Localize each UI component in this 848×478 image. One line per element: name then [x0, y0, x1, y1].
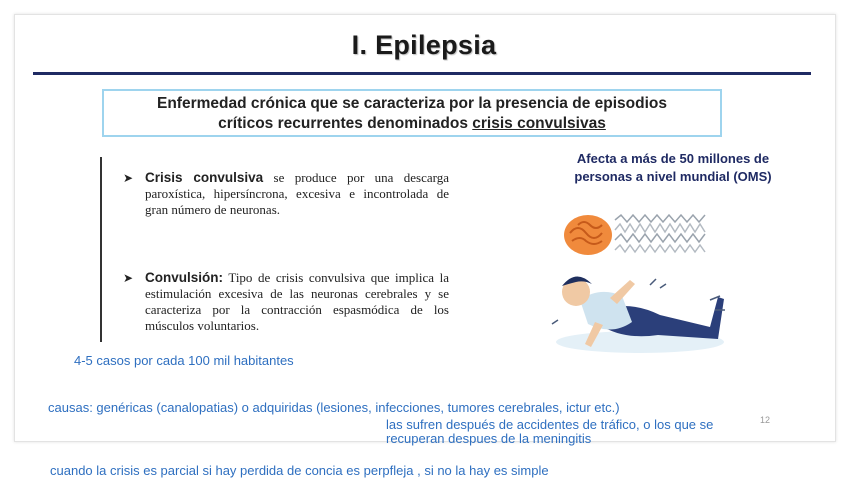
definition-line-2-underlined: crisis convulsivas — [472, 115, 606, 132]
definition-line-2-prefix: críticos recurrentes denominados — [218, 115, 473, 132]
convulsing-person-illustration — [550, 270, 730, 355]
bullet-text: Tipo de crisis convulsiva que implica la estimulación excesiva de las neuronas cerebrales y se caracteriza por la contracción espasmódica de los músculos voluntarios. — [145, 270, 449, 333]
slide-title: I. Epilepsia — [351, 30, 497, 60]
bullet-divider — [100, 157, 102, 342]
recovery-note — [386, 418, 713, 446]
arrow-bullet-icon: ➤ — [123, 171, 134, 185]
bullet-crisis-convulsiva — [123, 170, 449, 218]
bullet-text: se produce por una descarga paroxística, hipersíncrona, excesiva e incontrolada de gran número de neuronas. — [145, 170, 449, 217]
recovery-line-1: las sufren después de accidentes de tráfico, o los que se — [386, 417, 714, 432]
title-rule — [33, 72, 811, 75]
prevalence-stat — [548, 150, 798, 186]
brain-waves-illustration — [560, 205, 730, 265]
arrow-bullet-icon: ➤ — [123, 271, 134, 285]
bullet-term: Convulsión: — [145, 270, 223, 285]
page-number: 12 — [760, 415, 771, 425]
definition-box — [102, 89, 722, 137]
partial-crisis-note: cuando la crisis es parcial si hay perdida de concia es perpfleja , si no la hay es simple — [50, 463, 549, 478]
stat-line-2: personas a nivel mundial (OMS) — [574, 169, 772, 184]
recovery-line-2: recuperan despues de la meningitis — [386, 431, 592, 446]
causes-note: causas: genéricas (canalopatias) o adquiridas (lesiones, infecciones, tumores cerebrales, ictur etc.) — [48, 400, 620, 415]
stat-line-1: Afecta a más de 50 millones de — [576, 151, 770, 166]
incidence-note: 4-5 casos por cada 100 mil habitantes — [74, 353, 294, 368]
bullet-convulsion — [123, 270, 449, 334]
bullet-term: Crisis convulsiva — [145, 170, 264, 185]
definition-line-1: Enfermedad crónica que se caracteriza por la presencia de episodios — [157, 95, 667, 112]
